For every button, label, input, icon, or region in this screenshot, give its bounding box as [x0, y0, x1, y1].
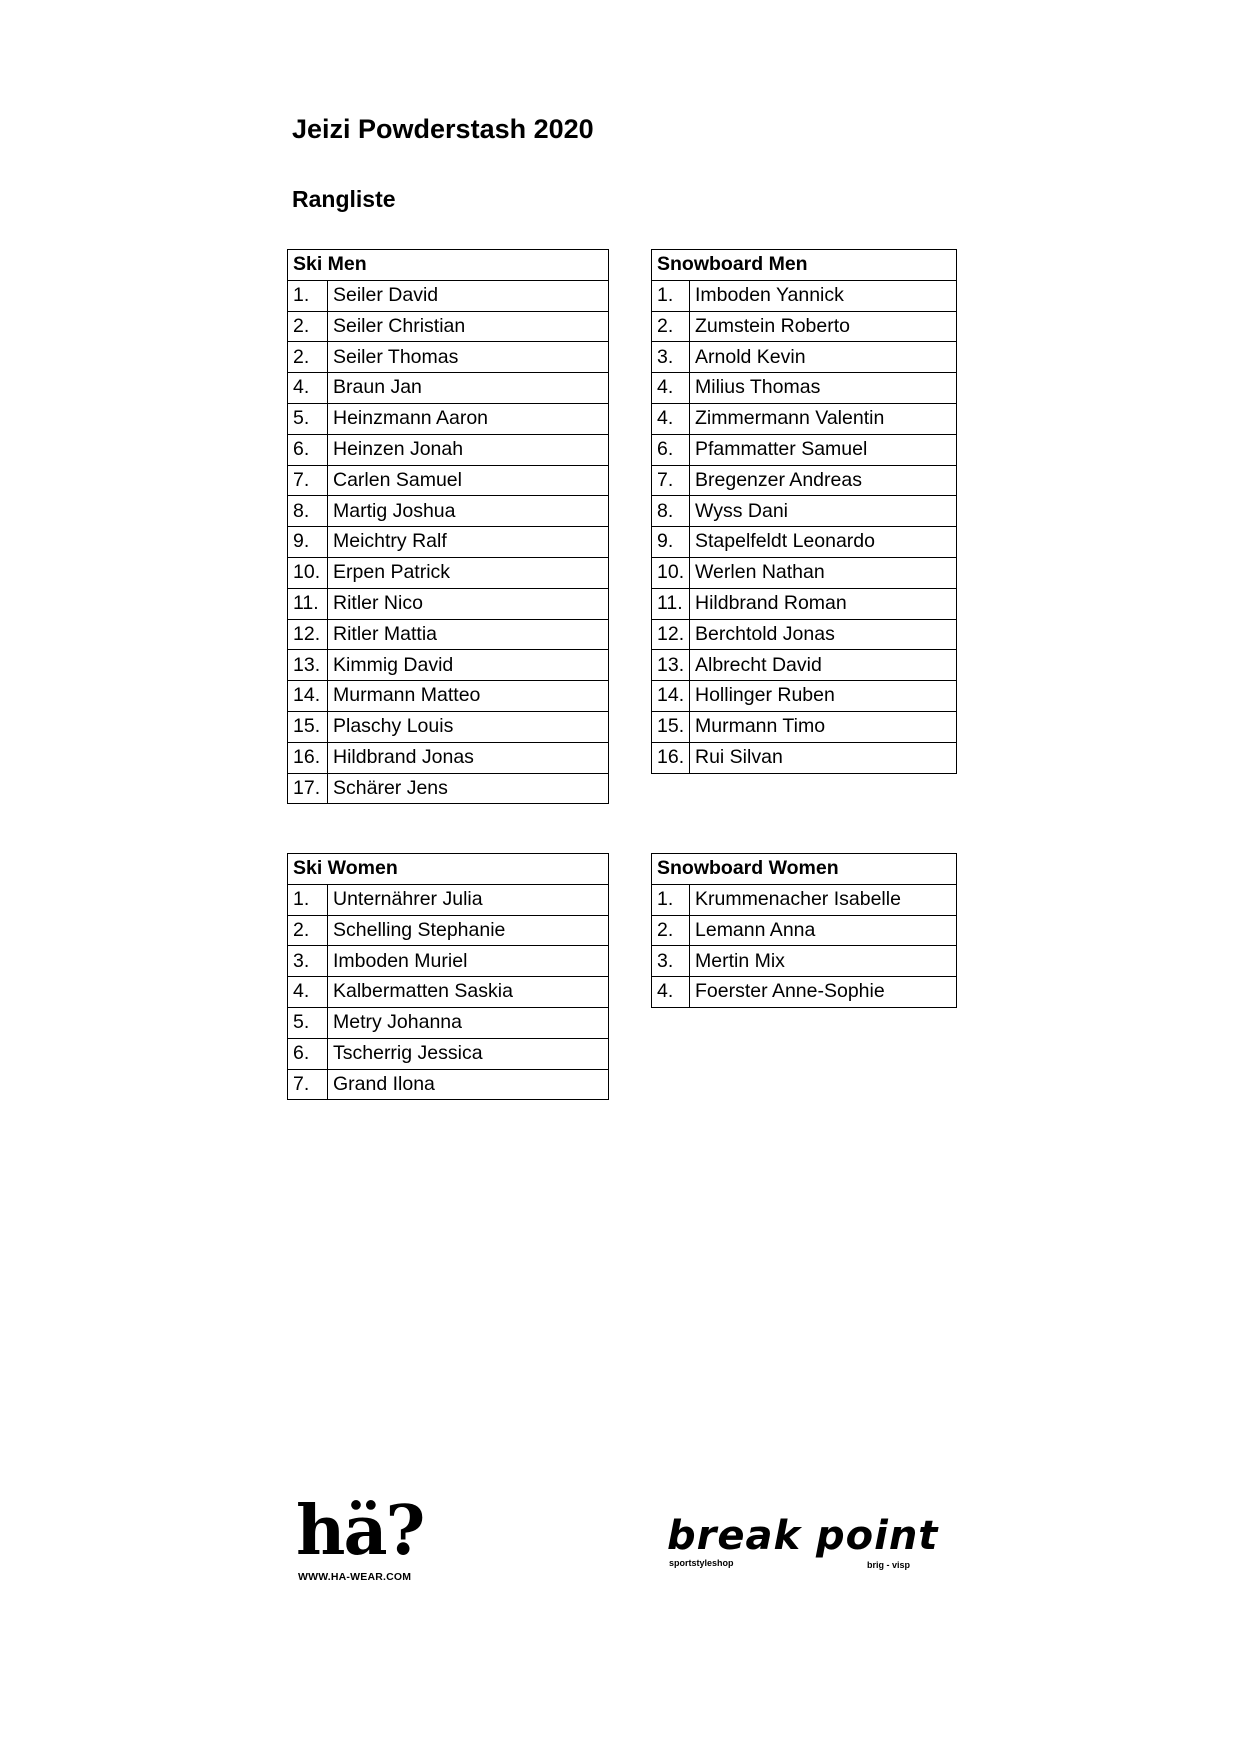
table-row — [288, 496, 609, 527]
table-row — [288, 465, 609, 496]
table-row — [652, 681, 957, 712]
page-title: Jeizi Powderstash 2020 — [292, 114, 594, 144]
table-heading: Snowboard Women — [652, 854, 957, 885]
athlete-name-cell: Mertin Mix — [690, 946, 957, 977]
athlete-name-cell: Milius Thomas — [690, 373, 957, 404]
athlete-name-cell: Lemann Anna — [690, 915, 957, 946]
athlete-name-cell: Albrecht David — [690, 650, 957, 681]
table-row — [652, 557, 957, 588]
rank-cell: 14. — [652, 681, 690, 712]
athlete-name-cell: Seiler Christian — [328, 311, 609, 342]
table-row — [652, 403, 957, 434]
rank-cell: 2. — [288, 342, 328, 373]
table-row — [652, 342, 957, 373]
athlete-name-cell: Braun Jan — [328, 373, 609, 404]
athlete-name-cell: Imboden Yannick — [690, 280, 957, 311]
athlete-name-cell: Stapelfeldt Leonardo — [690, 527, 957, 558]
table-row — [288, 773, 609, 804]
athlete-name-cell: Seiler Thomas — [328, 342, 609, 373]
table-header-row — [652, 250, 957, 281]
table-row — [652, 373, 957, 404]
table-row — [288, 619, 609, 650]
table-row — [288, 280, 609, 311]
athlete-name-cell: Arnold Kevin — [690, 342, 957, 373]
athlete-name-cell: Ritler Mattia — [328, 619, 609, 650]
rank-cell: 3. — [652, 946, 690, 977]
athlete-name-cell: Kimmig David — [328, 650, 609, 681]
athlete-name-cell: Werlen Nathan — [690, 557, 957, 588]
ha-wear-url: WWW.HA-WEAR.COM — [298, 1571, 412, 1583]
break-point-logo — [667, 1513, 947, 1576]
athlete-name-cell: Hildbrand Roman — [690, 588, 957, 619]
rank-cell: 7. — [288, 1069, 328, 1100]
break-point-tagline: sportstyleshop — [669, 1558, 734, 1568]
athlete-name-cell: Meichtry Ralf — [328, 527, 609, 558]
table-row — [288, 527, 609, 558]
rank-cell: 12. — [652, 619, 690, 650]
athlete-name-cell: Plaschy Louis — [328, 711, 609, 742]
athlete-name-cell: Erpen Patrick — [328, 557, 609, 588]
athlete-name-cell: Hildbrand Jonas — [328, 742, 609, 773]
table-row — [288, 946, 609, 977]
table-row — [652, 527, 957, 558]
table-row — [288, 1038, 609, 1069]
rank-cell: 1. — [288, 884, 328, 915]
rank-cell: 5. — [288, 1007, 328, 1038]
table-row — [652, 311, 957, 342]
table-row — [652, 588, 957, 619]
athlete-name-cell: Murmann Timo — [690, 711, 957, 742]
table-heading: Ski Men — [288, 250, 609, 281]
athlete-name-cell: Unternährer Julia — [328, 884, 609, 915]
table-row — [652, 711, 957, 742]
rank-cell: 10. — [288, 557, 328, 588]
rank-cell: 1. — [652, 280, 690, 311]
athlete-name-cell: Metry Johanna — [328, 1007, 609, 1038]
rank-cell: 5. — [288, 403, 328, 434]
athlete-name-cell: Tscherrig Jessica — [328, 1038, 609, 1069]
rank-cell: 13. — [652, 650, 690, 681]
table-row — [288, 1007, 609, 1038]
rank-cell: 12. — [288, 619, 328, 650]
rank-cell: 6. — [288, 1038, 328, 1069]
table-row — [652, 280, 957, 311]
table-row — [652, 915, 957, 946]
athlete-name-cell: Zimmermann Valentin — [690, 403, 957, 434]
rank-cell: 2. — [652, 915, 690, 946]
rank-cell: 6. — [288, 434, 328, 465]
athlete-name-cell: Seiler David — [328, 280, 609, 311]
table-row — [288, 557, 609, 588]
table-row — [652, 496, 957, 527]
table-row — [288, 977, 609, 1008]
rank-cell: 2. — [652, 311, 690, 342]
athlete-name-cell: Bregenzer Andreas — [690, 465, 957, 496]
rank-cell: 9. — [288, 527, 328, 558]
table-header-row — [288, 250, 609, 281]
rank-cell: 2. — [288, 915, 328, 946]
athlete-name-cell: Grand Ilona — [328, 1069, 609, 1100]
rank-cell: 7. — [288, 465, 328, 496]
rank-cell: 1. — [288, 280, 328, 311]
table-row — [288, 588, 609, 619]
rank-cell: 4. — [288, 977, 328, 1008]
rank-cell: 9. — [652, 527, 690, 558]
rank-cell: 16. — [288, 742, 328, 773]
athlete-name-cell: Schärer Jens — [328, 773, 609, 804]
rank-cell: 6. — [652, 434, 690, 465]
athlete-name-cell: Schelling Stephanie — [328, 915, 609, 946]
table-row — [652, 465, 957, 496]
ha-wear-wordmark: hä? — [296, 1491, 424, 1571]
rank-cell: 8. — [652, 496, 690, 527]
rank-cell: 3. — [652, 342, 690, 373]
athlete-name-cell: Heinzmann Aaron — [328, 403, 609, 434]
rank-cell: 4. — [288, 373, 328, 404]
table-row — [652, 650, 957, 681]
table-row — [652, 742, 957, 773]
table-heading: Ski Women — [288, 854, 609, 885]
ski-men-table — [287, 249, 609, 804]
table-header-row — [288, 854, 609, 885]
table-row — [288, 681, 609, 712]
rank-cell: 15. — [652, 711, 690, 742]
athlete-name-cell: Zumstein Roberto — [690, 311, 957, 342]
table-row — [288, 434, 609, 465]
table-row — [288, 373, 609, 404]
break-point-location: brig - visp — [867, 1560, 911, 1570]
athlete-name-cell: Imboden Muriel — [328, 946, 609, 977]
rank-cell: 11. — [288, 588, 328, 619]
athlete-name-cell: Hollinger Ruben — [690, 681, 957, 712]
table-row — [288, 650, 609, 681]
athlete-name-cell: Kalbermatten Saskia — [328, 977, 609, 1008]
table-row — [652, 619, 957, 650]
athlete-name-cell: Berchtold Jonas — [690, 619, 957, 650]
table-row — [288, 403, 609, 434]
snowboard-men-table — [651, 249, 957, 774]
rank-cell: 4. — [652, 403, 690, 434]
rank-cell: 14. — [288, 681, 328, 712]
table-row — [288, 915, 609, 946]
snowboard-women-table — [651, 853, 957, 1008]
rank-cell: 8. — [288, 496, 328, 527]
athlete-name-cell: Martig Joshua — [328, 496, 609, 527]
table-row — [288, 311, 609, 342]
table-row — [652, 977, 957, 1008]
rank-cell: 2. — [288, 311, 328, 342]
rank-cell: 13. — [288, 650, 328, 681]
rank-cell: 11. — [652, 588, 690, 619]
athlete-name-cell: Foerster Anne-Sophie — [690, 977, 957, 1008]
table-heading: Snowboard Men — [652, 250, 957, 281]
athlete-name-cell: Pfammatter Samuel — [690, 434, 957, 465]
ski-women-table — [287, 853, 609, 1100]
rank-cell: 10. — [652, 557, 690, 588]
rank-cell: 1. — [652, 884, 690, 915]
rank-cell: 17. — [288, 773, 328, 804]
table-row — [652, 434, 957, 465]
athlete-name-cell: Rui Silvan — [690, 742, 957, 773]
rank-cell: 7. — [652, 465, 690, 496]
table-row — [288, 711, 609, 742]
athlete-name-cell: Carlen Samuel — [328, 465, 609, 496]
table-row — [652, 884, 957, 915]
rank-cell: 16. — [652, 742, 690, 773]
athlete-name-cell: Wyss Dani — [690, 496, 957, 527]
table-row — [288, 742, 609, 773]
break-point-wordmark: break point — [667, 1513, 939, 1559]
table-row — [288, 1069, 609, 1100]
rank-cell: 15. — [288, 711, 328, 742]
table-row — [652, 946, 957, 977]
table-row — [288, 884, 609, 915]
athlete-name-cell: Ritler Nico — [328, 588, 609, 619]
ha-wear-logo — [296, 1491, 426, 1585]
table-row — [288, 342, 609, 373]
athlete-name-cell: Murmann Matteo — [328, 681, 609, 712]
rank-cell: 4. — [652, 373, 690, 404]
athlete-name-cell: Heinzen Jonah — [328, 434, 609, 465]
table-header-row — [652, 854, 957, 885]
athlete-name-cell: Krummenacher Isabelle — [690, 884, 957, 915]
page-subtitle: Rangliste — [292, 186, 396, 212]
rank-cell: 4. — [652, 977, 690, 1008]
rank-cell: 3. — [288, 946, 328, 977]
